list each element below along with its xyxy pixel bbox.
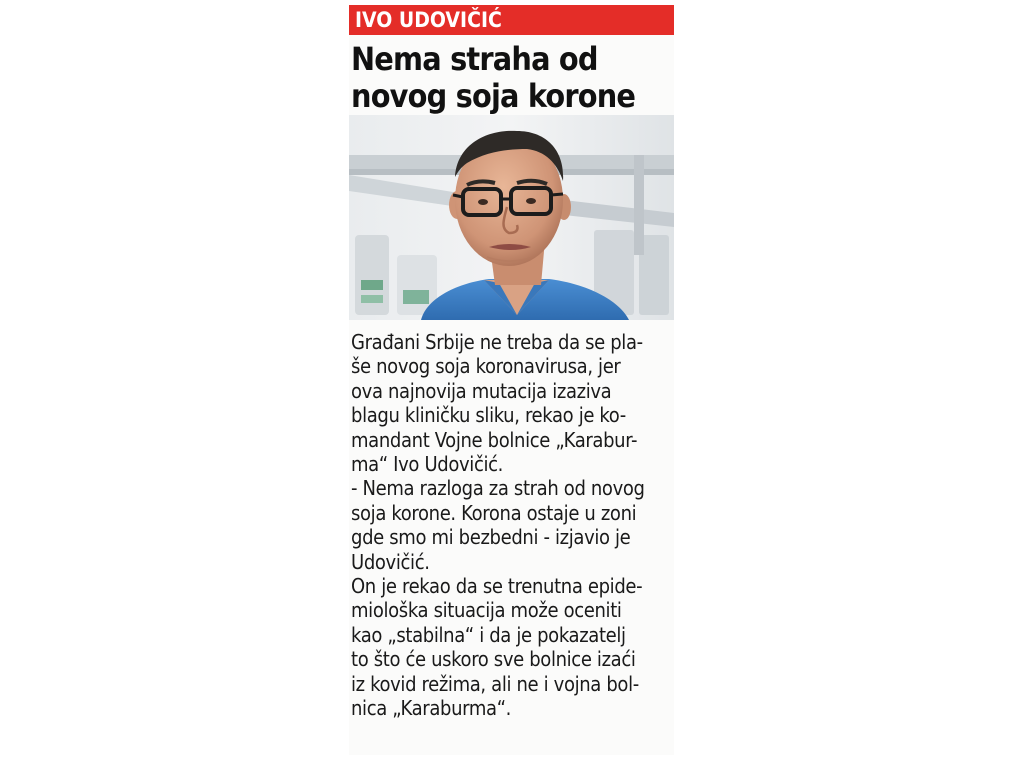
body-line: miološka situacija može oceniti (351, 598, 622, 623)
headline-line: novog soja korone (351, 77, 636, 115)
headline (351, 41, 671, 115)
article-body (351, 330, 673, 721)
body-line: ova najnovija mutacija izaziva (351, 378, 612, 403)
body-line: nica „Karaburma“. (351, 696, 512, 721)
body-line: Građani Srbije ne treba da se pla- (351, 330, 643, 354)
body-line: kao „stabilna“ i da je pokazatelj (351, 622, 626, 647)
body-line: blagu kliničku sliku, rekao je ko- (351, 403, 626, 428)
newspaper-clipping (349, 5, 674, 755)
body-line: mandant Vojne bolnice „Karabur- (351, 427, 638, 452)
kicker-bar: IVO UDOVIČIĆ (349, 5, 674, 35)
headline-line: Nema straha od (351, 40, 598, 78)
portrait-photo (349, 115, 674, 320)
body-line: iz kovid režima, ali ne i vojna bol- (351, 671, 639, 696)
body-line: še novog soja koronavirusa, jer (351, 354, 621, 379)
body-line: to što će uskoro sve bolnice izaći (351, 647, 636, 672)
body-line: ma“ Ivo Udovičić. (351, 452, 504, 477)
body-line: Udovičić. (351, 549, 430, 574)
body-line: gde smo mi bezbedni - izjavio je (351, 525, 631, 550)
body-line: - Nema razloga za strah od novog (351, 476, 645, 501)
body-line: On je rekao da se trenutna epide- (351, 574, 643, 599)
body-line: soja korone. Korona ostaje u zoni (351, 500, 637, 525)
